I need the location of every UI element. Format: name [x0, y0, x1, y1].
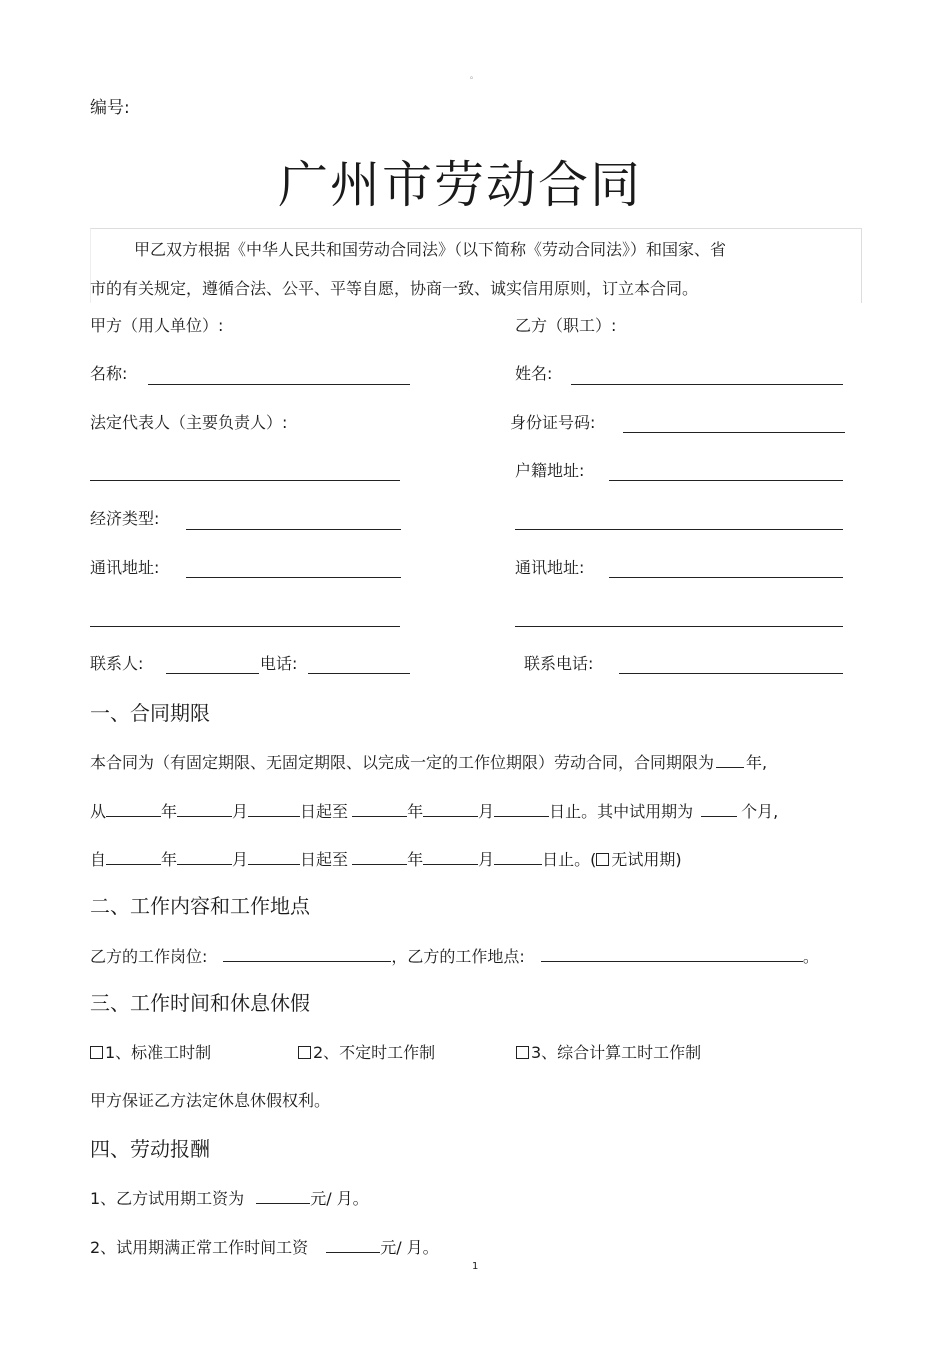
party-a-phone-label: 电话: [260, 654, 298, 673]
section-1-line-3 [90, 850, 682, 868]
party-a-heading: 甲方（用人单位）: [90, 316, 224, 335]
term-years-field[interactable] [716, 753, 744, 768]
regular-salary-label: 2、试用期满正常工作时间工资 [90, 1238, 309, 1257]
party-a-name-label: 名称: [90, 364, 128, 383]
party-a-address-field[interactable] [186, 577, 401, 578]
party-a-econ-type-field[interactable] [186, 529, 401, 530]
party-b-household-label: 户籍地址: [515, 461, 585, 480]
salary-unit: 元/ 月。 [310, 1189, 369, 1208]
party-b-id-label: 身份证号码: [510, 413, 596, 432]
header-dot: 。 [470, 71, 478, 80]
section-2-heading: 二、工作内容和工作地点 [90, 894, 310, 918]
page-number: 1 [472, 1261, 479, 1272]
party-b-phone-field[interactable] [619, 673, 843, 674]
party-a-contact-field[interactable] [166, 673, 259, 674]
party-b-heading: 乙方（职工）: [515, 316, 617, 335]
end-year-field[interactable] [352, 802, 407, 817]
month-label: 月 [478, 802, 495, 821]
intro-line-1: 甲乙双方根据《中华人民共和国劳动合同法》（以下简称《劳动合同法》）和国家、省 [134, 240, 727, 259]
post-field[interactable] [223, 947, 391, 962]
party-b-address-field[interactable] [609, 577, 843, 578]
day-start-label: 日起至 [300, 850, 349, 869]
work-hours-option-3[interactable] [516, 1045, 701, 1061]
section-2-line [90, 947, 819, 965]
no-probation-label: 无试用期) [611, 850, 682, 869]
year-label: 年 [407, 850, 424, 869]
post-label: 乙方的工作岗位: [90, 947, 208, 966]
work-hours-option-1[interactable] [90, 1045, 211, 1061]
checkbox[interactable] [516, 1046, 529, 1059]
probation-end-year-field[interactable] [352, 850, 407, 865]
month-label: 月 [232, 850, 249, 869]
party-a-name-field[interactable] [148, 384, 410, 385]
year-label: 年 [161, 850, 178, 869]
option-label: 1、标准工时制 [105, 1043, 212, 1062]
probation-end-day-field[interactable] [494, 850, 542, 865]
checkbox[interactable] [298, 1046, 311, 1059]
end-day-field[interactable] [494, 802, 549, 817]
year-label: 年 [161, 802, 178, 821]
work-hours-option-2[interactable] [298, 1045, 435, 1061]
day-start-label: 日起至 [300, 802, 349, 821]
salary-item-2 [90, 1238, 439, 1256]
party-a-address-label: 通讯地址: [90, 558, 160, 577]
start-day-field[interactable] [248, 802, 300, 817]
option-label: 2、不定时工作制 [313, 1043, 436, 1062]
from-label: 从 [90, 802, 107, 821]
party-b-phone-label: 联系电话: [524, 654, 594, 673]
period: 。 [802, 947, 819, 966]
party-a-phone-field[interactable] [308, 673, 410, 674]
rest-guarantee-text: 甲方保证乙方法定休息休假权利。 [90, 1091, 331, 1110]
section-1-heading: 一、合同期限 [90, 701, 210, 725]
section-3-heading: 三、工作时间和休息休假 [90, 991, 310, 1015]
month-label: 月 [232, 802, 249, 821]
document-title: 广州市劳动合同 [278, 156, 642, 214]
option-label: 3、综合计算工时工作制 [531, 1043, 702, 1062]
place-field[interactable] [541, 947, 803, 962]
checkbox[interactable] [90, 1046, 103, 1059]
probation-start-year-field[interactable] [106, 850, 161, 865]
probation-salary-label: 1、乙方试用期工资为 [90, 1189, 245, 1208]
salary-unit: 元/ 月。 [380, 1238, 439, 1257]
party-b-address-label: 通讯地址: [515, 558, 585, 577]
month-label: 月 [478, 850, 495, 869]
year-label: 年 [407, 802, 424, 821]
probation-start-month-field[interactable] [177, 850, 232, 865]
start-month-field[interactable] [177, 802, 232, 817]
serial-number-label: 编号: [90, 98, 130, 118]
party-a-econ-type-label: 经济类型: [90, 509, 160, 528]
self-label: 自 [90, 850, 107, 869]
regular-salary-field[interactable] [326, 1238, 380, 1253]
section-1-line-2 [90, 802, 778, 820]
probation-start-day-field[interactable] [248, 850, 300, 865]
place-label: ，乙方的工作地点: [391, 947, 525, 966]
party-b-name-field[interactable] [571, 384, 843, 385]
party-b-household-field-2[interactable] [515, 529, 843, 530]
party-a-rep-field[interactable] [90, 480, 400, 481]
term-year-unit: 年, [746, 753, 768, 772]
probation-months-field[interactable] [701, 802, 737, 817]
party-b-household-field[interactable] [609, 480, 843, 481]
party-a-rep-label: 法定代表人（主要负责人）: [90, 413, 288, 432]
party-a-contact-label: 联系人: [90, 654, 144, 673]
day-end-label: 日止。( [542, 850, 597, 869]
party-b-name-label: 姓名: [515, 364, 553, 383]
probation-end-month-field[interactable] [423, 850, 478, 865]
no-probation-checkbox[interactable] [596, 853, 609, 866]
term-text: 本合同为（有固定期限、无固定期限、以完成一定的工作位期限）劳动合同，合同期限为 [90, 753, 715, 772]
probation-salary-field[interactable] [256, 1189, 310, 1204]
party-b-address-field-2[interactable] [515, 626, 843, 627]
salary-item-1 [90, 1189, 369, 1207]
section-1-line-1 [90, 753, 767, 771]
day-end-label: 日止。其中试用期为 [549, 802, 694, 821]
end-month-field[interactable] [423, 802, 478, 817]
party-b-id-field[interactable] [623, 432, 845, 433]
start-year-field[interactable] [106, 802, 161, 817]
section-4-heading: 四、劳动报酬 [90, 1137, 210, 1161]
party-a-address-field-2[interactable] [90, 626, 400, 627]
months-label: 个月, [741, 802, 779, 821]
intro-line-2: 市的有关规定，遵循合法、公平、平等自愿，协商一致、诚实信用原则，订立本合同。 [90, 279, 699, 298]
